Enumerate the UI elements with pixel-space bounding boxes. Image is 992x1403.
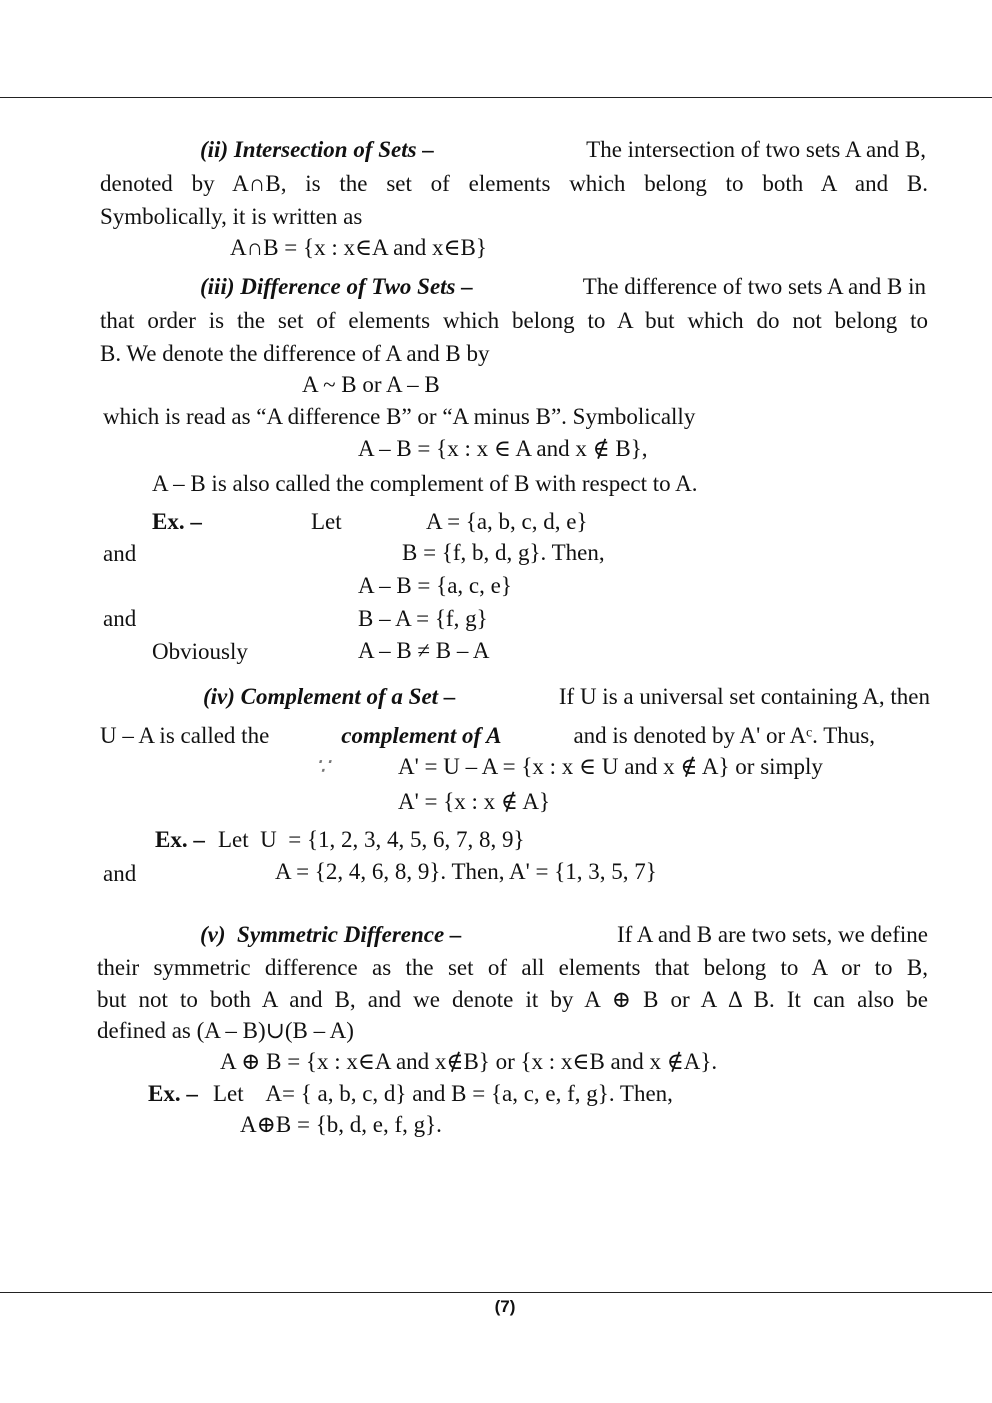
- difference-line-2: that order is the set of elements which belong to A but which do not belong to: [100, 308, 928, 333]
- example-1-a-minus-b: A – B = {a, c, e}: [358, 573, 512, 598]
- difference-line-5: which is read as “A difference B” or “A minus B”. Symbolically: [103, 404, 696, 429]
- difference-heading: (iii) Difference of Two Sets –: [200, 274, 473, 299]
- example-1-and-1: and: [103, 541, 137, 566]
- complement-heading-line: [203, 683, 930, 711]
- intersection-line-2: denoted by A∩B, is the set of elements which belong to both A and B.: [100, 171, 928, 196]
- difference-line-3: B. We denote the difference of A and B by: [100, 341, 490, 366]
- example-1-set-a: A = {a, b, c, d, e}: [426, 509, 588, 534]
- intersection-heading-line: [200, 136, 926, 164]
- example-1-b-minus-a: B – A = {f, g}: [358, 606, 488, 631]
- difference-text: The difference of two sets A and B in: [582, 274, 926, 299]
- example-2-label: Ex. –: [155, 827, 205, 852]
- intersection-heading: (ii) Intersection of Sets –: [200, 137, 434, 162]
- difference-formula: A – B = {x : x ∈ A and x ∉ B},: [358, 436, 648, 461]
- intersection-line-3: Symbolically, it is written as: [100, 204, 363, 229]
- complement-formula-1: A' = U – A = {x : x ∈ U and x ∉ A} or simply: [398, 754, 823, 779]
- because-mark: ∵: [315, 754, 330, 779]
- example-2-set-a: A = {2, 4, 6, 8, 9}. Then, A' = {1, 3, 5, 7}: [275, 859, 657, 884]
- symmetric-text: If A and B are two sets, we define: [616, 922, 928, 947]
- intersection-formula: A∩B = {x : x∈A and x∈B}: [230, 235, 487, 260]
- example-1-and-2: and: [103, 606, 137, 631]
- example-1-label: Ex. –: [152, 509, 202, 534]
- intersection-text: The intersection of two sets A and B,: [586, 137, 926, 162]
- example-1-set-b: B = {f, b, d, g}. Then,: [402, 540, 605, 565]
- difference-heading-line: [200, 273, 926, 301]
- symmetric-line-4: defined as (A – B)∪(B – A): [97, 1018, 354, 1043]
- difference-notation: A ~ B or A – B: [302, 372, 440, 397]
- symmetric-heading: (v) Symmetric Difference –: [200, 922, 462, 947]
- symmetric-heading-line: [200, 921, 928, 949]
- example-2-and: and: [103, 861, 137, 886]
- bottom-rule: [0, 1292, 992, 1293]
- complement-line-2-end: and is denoted by A' or Aᶜ. Thus,: [567, 723, 875, 748]
- symmetric-line-3: but not to both A and B, and we denote it by A ⊕ B or A Δ B. It can also be: [97, 987, 928, 1012]
- difference-complement-line: A – B is also called the complement of B with respect to A.: [152, 471, 698, 496]
- example-1-obviously: Obviously: [152, 639, 248, 664]
- example-1-let: Let: [311, 509, 342, 534]
- complement-line-2-start: U – A is called the: [100, 723, 276, 748]
- example-3-label: Ex. –: [148, 1081, 198, 1106]
- example-3-result: A⊕B = {b, d, e, f, g}.: [240, 1112, 442, 1137]
- example-1-inequality: A – B ≠ B – A: [358, 638, 490, 663]
- symmetric-line-2: their symmetric difference as the set of all elements that belong to A or to B,: [97, 955, 928, 980]
- top-rule: [0, 97, 992, 98]
- complement-line-2: [100, 722, 875, 750]
- symmetric-formula: A ⊕ B = {x : x∈A and x∉B} or {x : x∈B and x ∉A}.: [220, 1049, 718, 1074]
- page-number: (7): [494, 1297, 516, 1316]
- example-2-universal-set: Let U = {1, 2, 3, 4, 5, 6, 7, 8, 9}: [218, 827, 525, 852]
- complement-text: If U is a universal set containing A, then: [558, 684, 930, 709]
- complement-term: complement of A: [341, 723, 502, 748]
- complement-heading: (iv) Complement of a Set –: [203, 684, 456, 709]
- complement-formula-2: A' = {x : x ∉ A}: [398, 789, 551, 814]
- example-3-text: Let A= { a, b, c, d} and B = {a, c, e, f, g}. Then,: [213, 1081, 673, 1106]
